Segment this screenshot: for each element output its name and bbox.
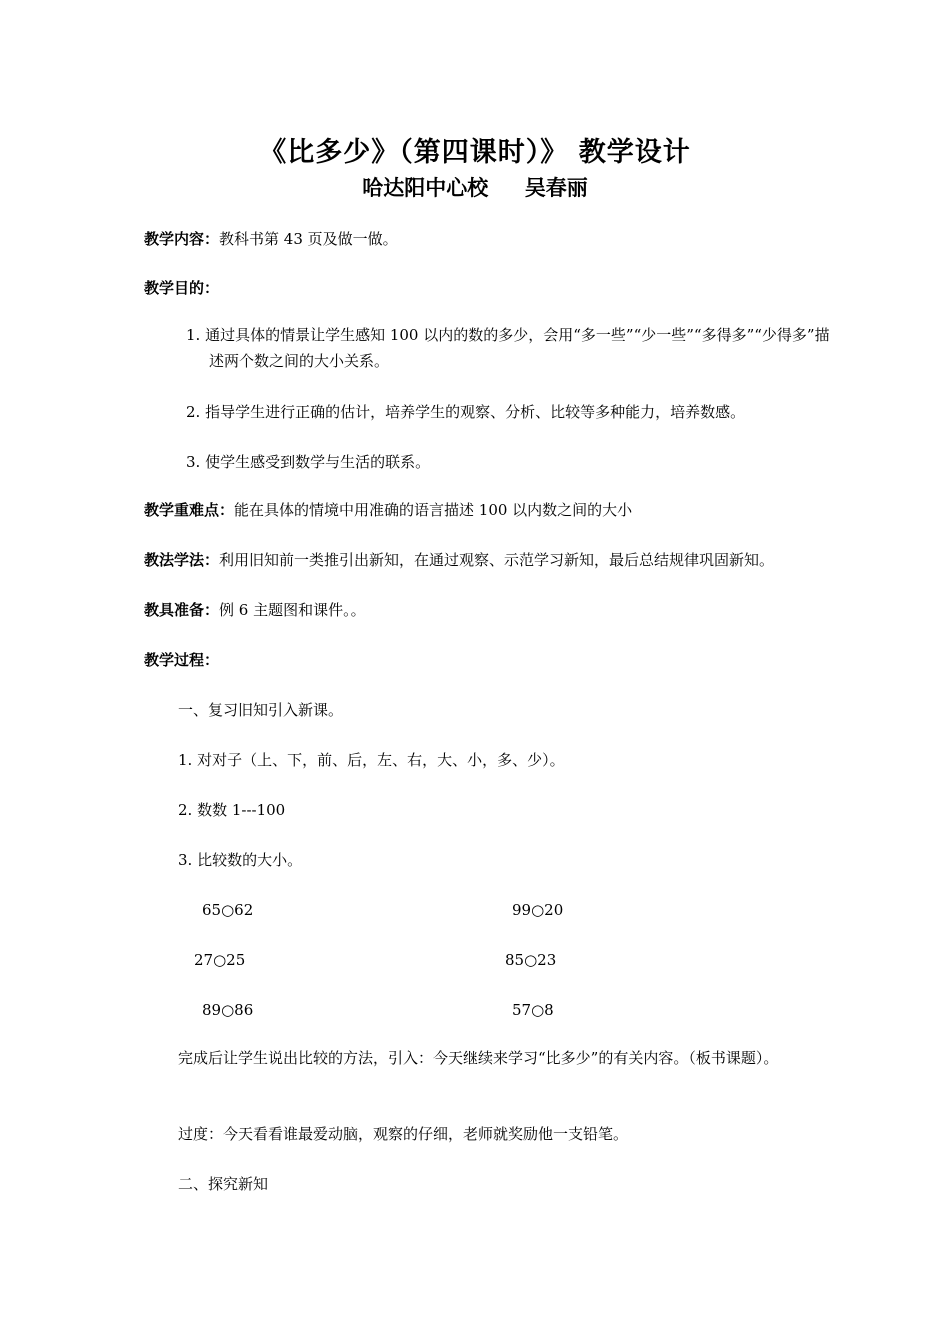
method-label: 教法学法： bbox=[144, 551, 220, 569]
compare-item: 99○20 bbox=[512, 901, 564, 919]
after-compare-paragraph: 完成后让学生说出比较的方法，引入：今天继续来学习“比多少”的有关内容。（板书课题）。 bbox=[178, 1049, 779, 1067]
goal-item: 1. 通过具体的情景让学生感知 100 以内的数的多少，会用“多一些”“少一些”“多得多”“少得多”描述两个数之间的大小关系。 bbox=[186, 326, 830, 370]
method-paragraph bbox=[144, 550, 774, 570]
step-item: 3. 比较数的大小。 bbox=[178, 851, 303, 869]
content-label: 教学内容： bbox=[144, 230, 220, 248]
process-label: 教学过程： bbox=[144, 651, 220, 669]
process-heading bbox=[144, 650, 219, 670]
difficulty-paragraph bbox=[144, 500, 632, 520]
section-heading: 二、探究新知 bbox=[178, 1175, 269, 1193]
tools-text: 例 6 主题图和课件。。 bbox=[219, 601, 366, 619]
author-line: 哈达阳中心校 吴春丽 bbox=[362, 175, 588, 200]
compare-item: 89○86 bbox=[202, 1001, 254, 1019]
transition-paragraph: 过度：今天看看谁最爱动脑，观察的仔细，老师就奖励他一支铅笔。 bbox=[178, 1125, 629, 1143]
goal-item: 2. 指导学生进行正确的估计，培养学生的观察、分析、比较等多种能力，培养数感。 bbox=[186, 403, 746, 421]
method-text: 利用旧知前一类推引出新知，在通过观察、示范学习新知，最后总结规律巩固新知。 bbox=[219, 551, 775, 569]
difficulty-text: 能在具体的情境中用准确的语言描述 100 以内数之间的大小 bbox=[234, 501, 633, 519]
compare-item: 27○25 bbox=[194, 951, 246, 969]
compare-item: 85○23 bbox=[505, 951, 557, 969]
step-item: 1. 对对子（上、下，前、后，左、右，大、小，多、少）。 bbox=[178, 751, 565, 769]
goal-item: 3. 使学生感受到数学与生活的联系。 bbox=[186, 453, 431, 471]
compare-item: 65○62 bbox=[202, 901, 254, 919]
content-text: 教科书第 43 页及做一做。 bbox=[219, 230, 398, 248]
tools-paragraph bbox=[144, 600, 366, 620]
goals-label: 教学目的： bbox=[144, 279, 220, 297]
page-title: 《比多少》（第四课时）》 教学设计 bbox=[259, 137, 691, 168]
step-item: 2. 数数 1---100 bbox=[178, 801, 286, 819]
tools-label: 教具准备： bbox=[144, 601, 220, 619]
goals-heading bbox=[144, 278, 219, 298]
section-heading: 一、复习旧知引入新课。 bbox=[178, 701, 344, 719]
difficulty-label: 教学重难点： bbox=[144, 501, 235, 519]
compare-item: 57○8 bbox=[512, 1001, 554, 1019]
content-paragraph bbox=[144, 229, 398, 249]
